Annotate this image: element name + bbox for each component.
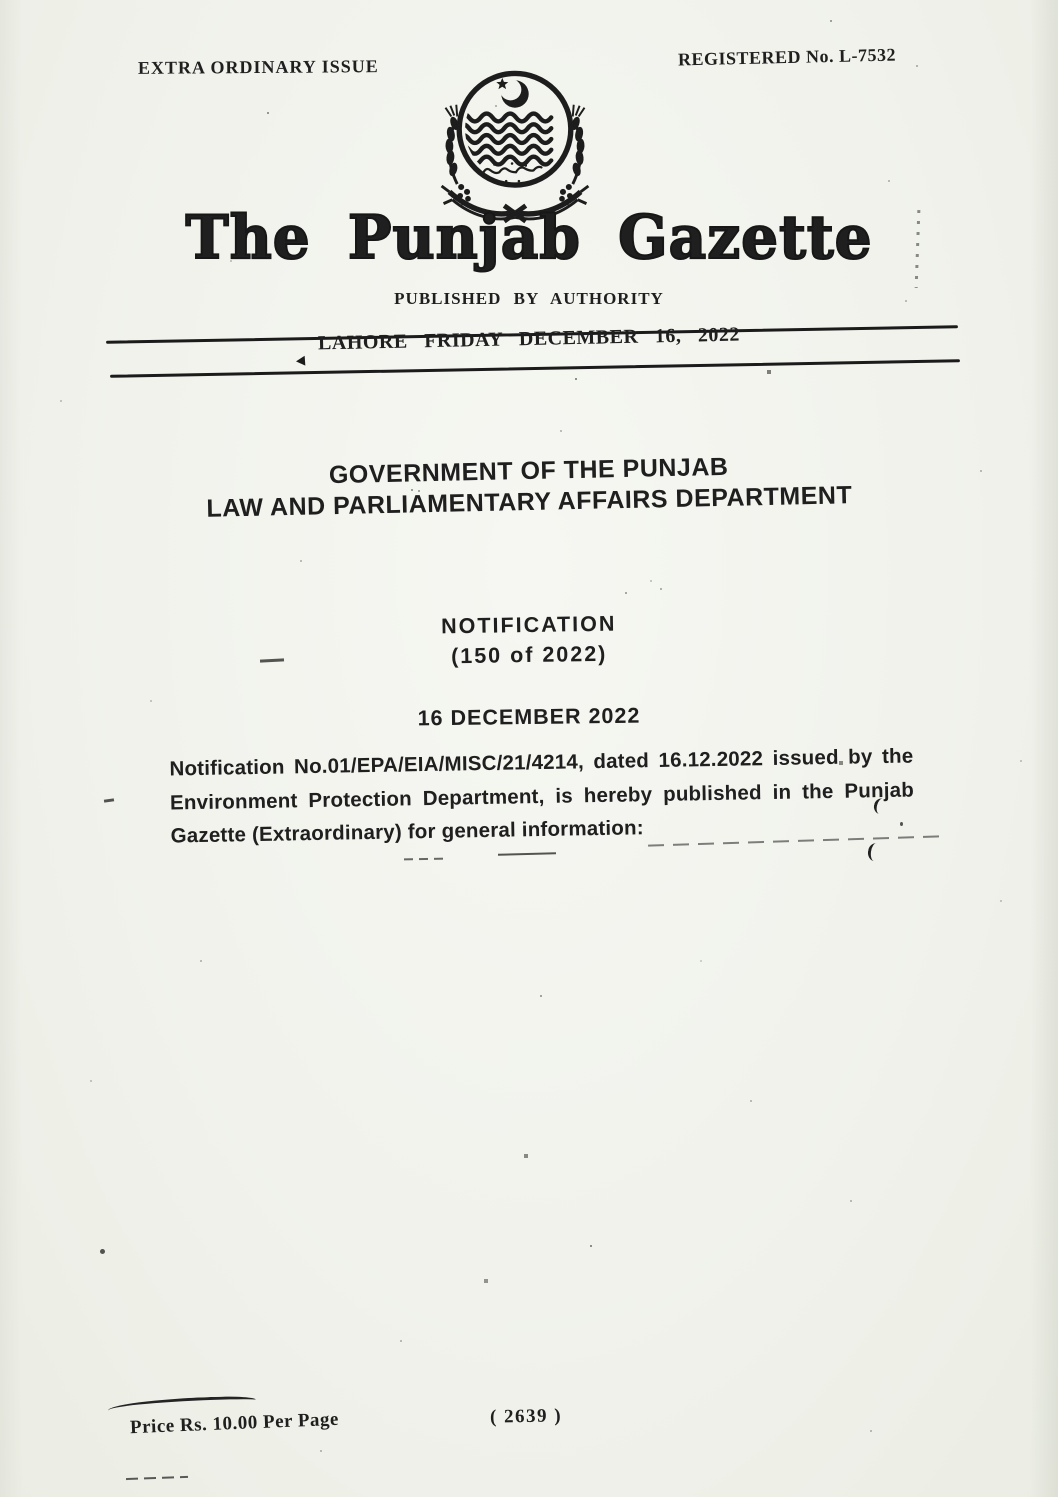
notification-number: (150 of 2022) bbox=[450, 641, 608, 669]
masthead-divider-bottom bbox=[110, 359, 960, 378]
issue-label: EXTRA ORDINARY ISSUE bbox=[137, 56, 379, 78]
notification-date: 16 DECEMBER 2022 bbox=[417, 703, 641, 731]
scan-noise-speckles bbox=[0, 0, 2, 2]
scan-artifact-arrow bbox=[296, 356, 306, 367]
notification-heading: NOTIFICATION bbox=[440, 611, 617, 639]
registration-number-label: REGISTERED No. L-7532 bbox=[677, 44, 897, 70]
dateline: LAHORE FRIDAY DECEMBER 16, 2022 bbox=[317, 323, 741, 355]
government-heading: GOVERNMENT OF THE PUNJAB bbox=[328, 452, 729, 490]
page-number: ( 2639 ) bbox=[489, 1405, 563, 1428]
department-heading: LAW AND PARLIAMENTARY AFFAIRS DEPARTMENT bbox=[206, 481, 853, 523]
scan-artifact bbox=[104, 798, 114, 802]
scan-artifact bbox=[498, 852, 556, 856]
notification-heading-block bbox=[0, 602, 1058, 679]
scan-artifact bbox=[867, 842, 881, 861]
scan-artifact bbox=[404, 858, 446, 861]
river-waves-icon bbox=[457, 114, 551, 165]
masthead-title: The Punjab Gazette bbox=[185, 201, 873, 273]
organization-heading bbox=[0, 445, 1058, 529]
notification-paragraph: Notification No.01/EPA/EIA/MISC/21/4214, dated 16.12.2022 issued by the Environment Protection Department, is hereby published in the Punjab Gazette (Extraordinary) for general information: bbox=[169, 744, 915, 848]
scan-artifact bbox=[100, 1249, 105, 1254]
scan-artifact bbox=[126, 1476, 188, 1480]
published-by-authority-line: PUBLISHED BY AUTHORITY bbox=[394, 289, 664, 308]
scan-artifact bbox=[900, 822, 903, 826]
price-label: Price Rs. 10.00 Per Page bbox=[129, 1408, 340, 1439]
